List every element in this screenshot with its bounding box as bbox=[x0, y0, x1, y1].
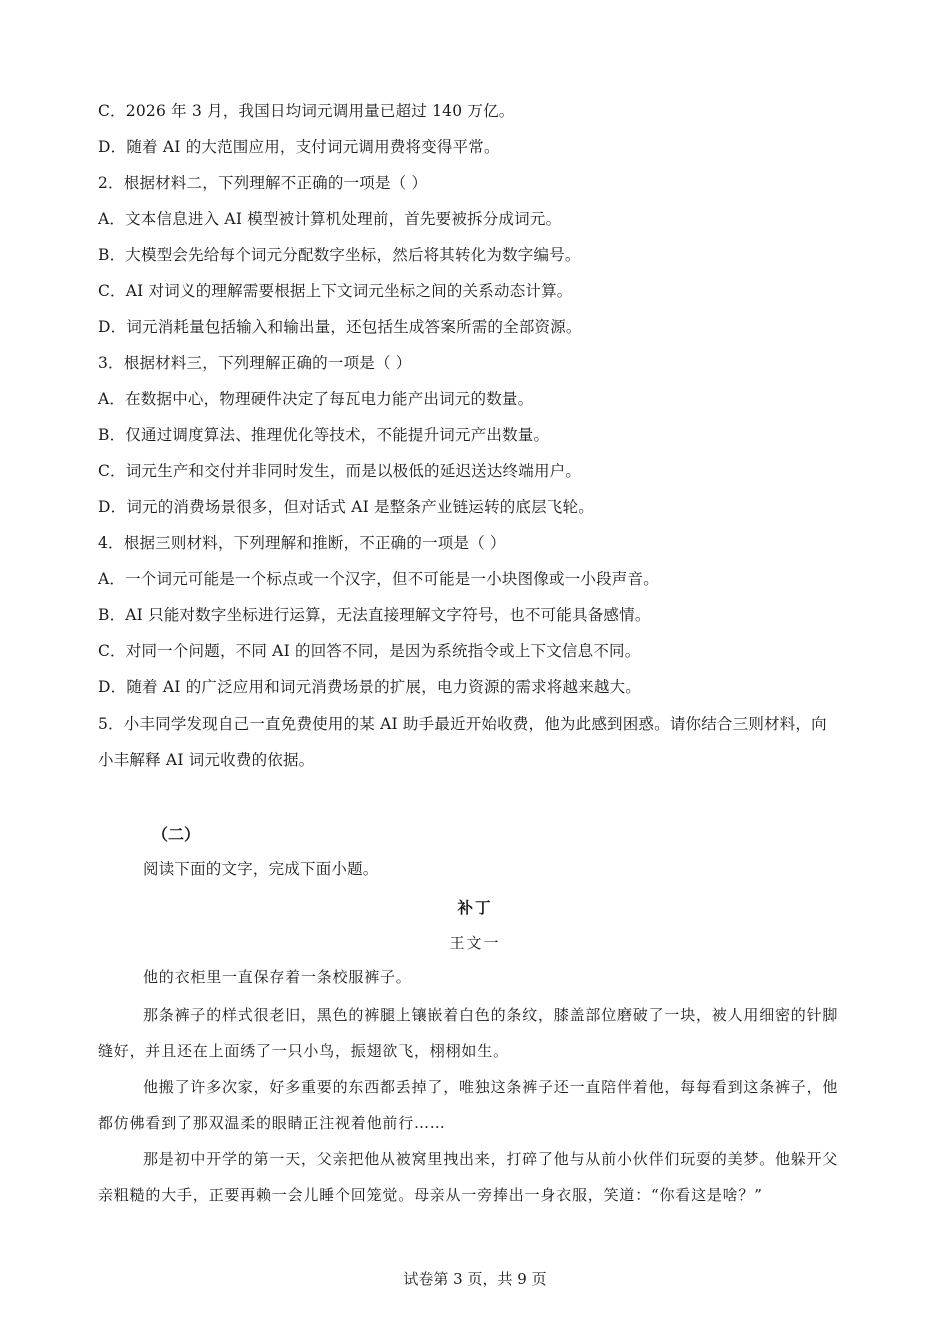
q2-option-d: D．词元消耗量包括输入和输出量，还包括生成答案所需的全部资源。 bbox=[98, 318, 582, 336]
q3-option-c: C．词元生产和交付并非同时发生，而是以极低的延迟送达终端用户。 bbox=[98, 462, 582, 480]
q3-option-d: D．词元的消费场景很多，但对话式 AI 是整条产业链运转的底层飞轮。 bbox=[98, 498, 594, 516]
q4-stem: 4．根据三则材料，下列理解和推断，不正确的一项是（ ） bbox=[98, 534, 506, 552]
q4-option-b: B．AI 只能对数字坐标进行运算，无法直接理解文字符号，也不可能具备感情。 bbox=[98, 606, 651, 624]
q5-stem-line2: 小丰解释 AI 词元收费的依据。 bbox=[98, 751, 315, 769]
q1-option-d: D．随着 AI 的大范围应用，支付词元调用费将变得平常。 bbox=[98, 138, 500, 156]
article-author: 王文一 bbox=[449, 934, 501, 952]
article-paragraph-2-line1: 那条裤子的样式很老旧，黑色的裤腿上镶嵌着白色的条纹，膝盖部位磨破了一块，被人用细密的针脚 bbox=[143, 1006, 839, 1024]
q4-option-a: A．一个词元可能是一个标点或一个汉字，但不可能是一小块图像或一小段声音。 bbox=[98, 570, 659, 588]
article-paragraph-3-line2: 都仿佛看到了那双温柔的眼睛正注视着他前行…… bbox=[98, 1114, 446, 1132]
article-paragraph-3-line1: 他搬了许多次家，好多重要的东西都丢掉了，唯独这条裤子还一直陪伴着他，每每看到这条裤子，他 bbox=[143, 1078, 839, 1096]
q5-stem-line1: 5．小丰同学发现自己一直免费使用的某 AI 助手最近开始收费，他为此感到困惑。请你结合三则材料，向 bbox=[98, 715, 827, 733]
page-footer: 试卷第 3 页，共 9 页 bbox=[403, 1270, 547, 1288]
q2-option-c: C．AI 对词义的理解需要根据上下文词元坐标之间的关系动态计算。 bbox=[98, 282, 573, 300]
q2-stem: 2．根据材料二，下列理解不正确的一项是（ ） bbox=[98, 174, 428, 192]
q2-option-a: A．文本信息进入 AI 模型被计算机处理前，首先要被拆分成词元。 bbox=[98, 210, 562, 228]
q3-option-b: B．仅通过调度算法、推理优化等技术，不能提升词元产出数量。 bbox=[98, 426, 550, 444]
article-paragraph-2-line2: 缝好，并且还在上面绣了一只小鸟，振翅欲飞，栩栩如生。 bbox=[98, 1042, 509, 1060]
article-title: 补丁 bbox=[457, 898, 493, 917]
article-paragraph-4-line1: 那是初中开学的第一天，父亲把他从被窝里拽出来，打碎了他与从前小伙伴们玩耍的美梦。他躲开父 bbox=[143, 1150, 839, 1168]
section-title: （二） bbox=[152, 825, 201, 844]
q3-option-a: A．在数据中心，物理硬件决定了每瓦电力能产出词元的数量。 bbox=[98, 390, 534, 408]
reading-instruction: 阅读下面的文字，完成下面小题。 bbox=[143, 860, 379, 878]
article-paragraph-1-line1: 他的衣柜里一直保存着一条校服裤子。 bbox=[143, 968, 412, 986]
q4-option-d: D．随着 AI 的广泛应用和词元消费场景的扩展，电力资源的需求将越来越大。 bbox=[98, 678, 641, 696]
q4-option-c: C．对同一个问题，不同 AI 的回答不同，是因为系统指令或上下文信息不同。 bbox=[98, 642, 641, 660]
q2-option-b: B．大模型会先给每个词元分配数字坐标，然后将其转化为数字编号。 bbox=[98, 246, 581, 264]
q3-stem: 3．根据材料三，下列理解正确的一项是（ ） bbox=[98, 354, 412, 372]
article-paragraph-4-line2: 亲粗糙的大手，正要再赖一会儿睡个回笼觉。母亲从一旁捧出一身衣服，笑道：“你看这是啥？” bbox=[98, 1186, 763, 1204]
q1-option-c: C．2026 年 3 月，我国日均词元调用量已超过 140 万亿。 bbox=[98, 102, 515, 120]
